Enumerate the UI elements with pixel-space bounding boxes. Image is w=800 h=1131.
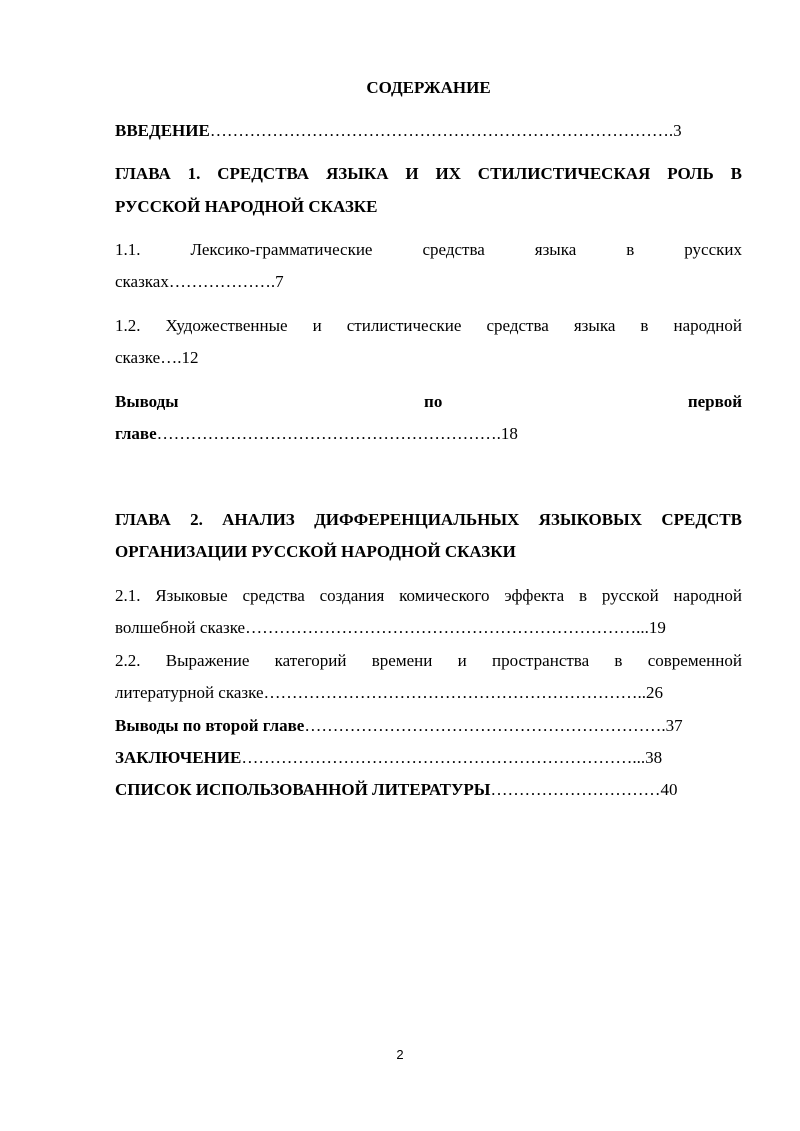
word: средства xyxy=(486,316,549,335)
toc-leader: ………………………………………………………….. xyxy=(263,683,647,702)
word: И xyxy=(405,164,419,183)
word: 1. xyxy=(187,164,201,183)
word: ЯЗЫКОВЫХ xyxy=(538,510,643,529)
toc-item-2-2-line-1[interactable] xyxy=(115,651,742,671)
word: Художественные xyxy=(165,316,288,335)
toc-leader: ……………………………………………………………... xyxy=(245,618,649,637)
word: в xyxy=(626,240,635,259)
toc-entry-final[interactable] xyxy=(115,748,742,768)
toc-entry-text: волшебной сказке xyxy=(115,618,246,637)
word: в xyxy=(640,316,649,335)
toc-leader: ………………………………………………………………………. xyxy=(209,121,674,140)
toc-item-2-2-line-2[interactable] xyxy=(115,683,742,703)
toc-item-1-1-line-2[interactable]: сказках……………….7 xyxy=(115,272,284,291)
word: РОЛЬ xyxy=(667,164,714,183)
page-number: 2 xyxy=(396,1047,404,1062)
toc-page-number: 3 xyxy=(673,121,682,140)
toc-page-number: 40 xyxy=(660,780,678,799)
toc-entry-bibliography[interactable] xyxy=(115,780,742,800)
word: Языковые xyxy=(155,586,228,605)
toc-page-number: 26 xyxy=(646,683,664,702)
word: 2. xyxy=(190,510,203,529)
toc-entry-label: главе xyxy=(115,424,157,443)
word: 2.2. xyxy=(115,651,141,670)
word: ГЛАВА xyxy=(115,164,171,183)
word: ДИФФЕРЕНЦИАЛЬНЫХ xyxy=(314,510,520,529)
word: ИХ xyxy=(435,164,461,183)
toc-item-1-1-line-1[interactable] xyxy=(115,240,742,260)
word: Выражение xyxy=(165,651,250,670)
word: категорий xyxy=(274,651,347,670)
word: Лексико-грамматические xyxy=(190,240,373,259)
word: 1.2. xyxy=(115,316,141,335)
word: в xyxy=(579,586,588,605)
toc-entry-label: СПИСОК ИСПОЛЬЗОВАННОЙ ЛИТЕРАТУРЫ xyxy=(115,780,491,799)
toc-page-number: 37 xyxy=(665,716,683,735)
toc-entry-intro[interactable] xyxy=(115,121,742,141)
word: времени xyxy=(371,651,433,670)
word: народной xyxy=(673,316,742,335)
toc-leader: ………………………… xyxy=(490,780,661,799)
toc-chapter-2-line-2[interactable]: ОРГАНИЗАЦИИ РУССКОЙ НАРОДНОЙ СКАЗКИ xyxy=(115,542,516,561)
word: пространства xyxy=(491,651,590,670)
word: 2.1. xyxy=(115,586,141,605)
word: 1.1. xyxy=(115,240,141,259)
word: ГЛАВА xyxy=(115,510,171,529)
word: и xyxy=(457,651,467,670)
toc-item-1-2-line-1[interactable] xyxy=(115,316,742,336)
word: русских xyxy=(684,240,742,259)
word: В xyxy=(730,164,742,183)
word: современной xyxy=(647,651,742,670)
toc-item-1-2-line-2[interactable]: сказке….12 xyxy=(115,348,199,367)
word: народной xyxy=(673,586,742,605)
toc-conclusion-1-line-2[interactable] xyxy=(115,424,742,444)
toc-entry-text: литературной сказке xyxy=(115,683,264,702)
toc-entry-label: ЗАКЛЮЧЕНИЕ xyxy=(115,748,242,767)
word: СТИЛИСТИЧЕСКАЯ xyxy=(477,164,651,183)
toc-leader: ……………………………………………………………... xyxy=(241,748,646,767)
word: стилистические xyxy=(346,316,462,335)
toc-conclusion-1-line-1[interactable] xyxy=(115,392,742,412)
word: создания xyxy=(319,586,385,605)
word: средства xyxy=(242,586,305,605)
word: по xyxy=(424,392,443,411)
word: Выводы xyxy=(115,392,179,411)
word: комического xyxy=(399,586,490,605)
word: и xyxy=(312,316,322,335)
word: языка xyxy=(534,240,577,259)
toc-page-number: 38 xyxy=(645,748,663,767)
toc-entry-label: Выводы по второй главе xyxy=(115,716,305,735)
toc-title: СОДЕРЖАНИЕ xyxy=(366,78,491,97)
word: первой xyxy=(687,392,742,411)
word: языка xyxy=(573,316,616,335)
word: АНАЛИЗ xyxy=(222,510,295,529)
word: средства xyxy=(422,240,485,259)
toc-leader: ………………………………………………………. xyxy=(304,716,666,735)
toc-chapter-1-line-2[interactable]: РУССКОЙ НАРОДНОЙ СКАЗКЕ xyxy=(115,197,378,216)
toc-leader-and-page: …………………………………………………….18 xyxy=(156,424,518,443)
toc-entry-conclusion-2[interactable] xyxy=(115,716,742,736)
word: ЯЗЫКА xyxy=(325,164,389,183)
word: русской xyxy=(601,586,659,605)
word: в xyxy=(614,651,623,670)
toc-item-2-1-line-2[interactable] xyxy=(115,618,742,638)
toc-item-2-1-line-1[interactable] xyxy=(115,586,742,606)
toc-page-number: 19 xyxy=(648,618,666,637)
toc-entry-label: ВВЕДЕНИЕ xyxy=(115,121,210,140)
word: эффекта xyxy=(504,586,565,605)
toc-chapter-1-line-1[interactable] xyxy=(115,164,742,184)
toc-chapter-2-line-1[interactable] xyxy=(115,510,742,530)
word: СРЕДСТВ xyxy=(661,510,742,529)
word: СРЕДСТВА xyxy=(217,164,310,183)
